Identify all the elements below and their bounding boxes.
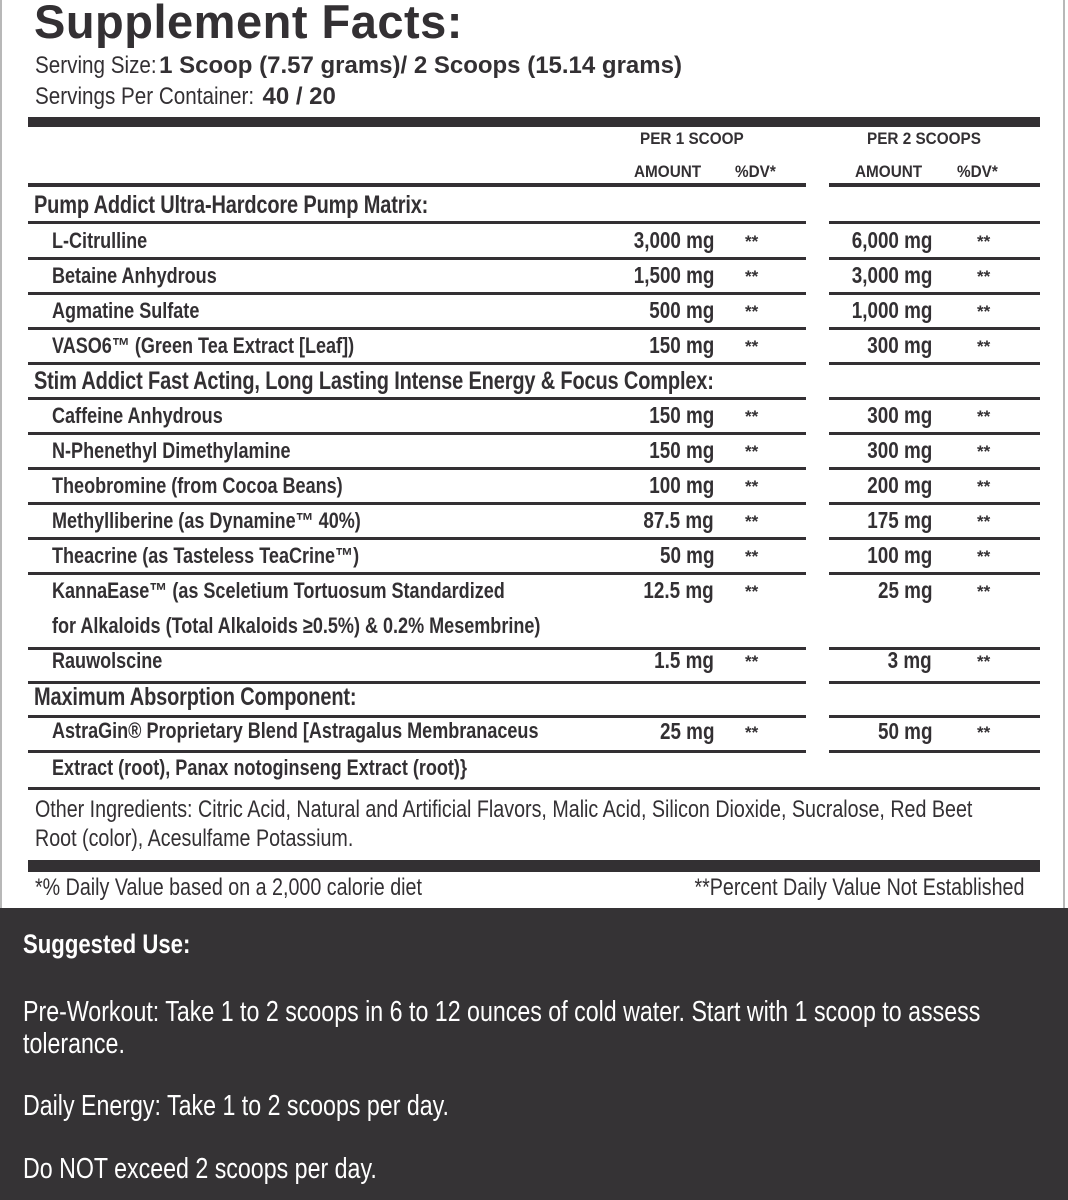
dv-per2: ** (977, 652, 991, 671)
serving-size-value: 1 Scoop (7.57 grams)/ 2 Scoops (15.14 grams) (159, 52, 682, 79)
bottom-thick-bar (28, 860, 1040, 872)
row-rule (28, 502, 806, 505)
section-heading: Pump Addict Ultra-Hardcore Pump Matrix: (34, 191, 429, 219)
per2-dv-header: %DV* (957, 162, 998, 181)
amount-per2: 50 mg (877, 718, 932, 744)
amount-per1: 150 mg (649, 332, 714, 358)
ingredient-name: VASO6™ (Green Tea Extract [Leaf]) (52, 333, 355, 358)
dv-per2: ** (977, 267, 991, 286)
row-rule (829, 362, 1040, 365)
ingredient-name: Betaine Anhydrous (52, 263, 217, 288)
servings-per-container-value: 40 / 20 (262, 83, 336, 110)
suggested-use-title: Suggested Use: (23, 929, 191, 959)
dv-per2: ** (977, 723, 991, 742)
amount-per2: 1,000 mg (851, 297, 932, 323)
suggested-use-warning: Do NOT exceed 2 scoops per day. (23, 1153, 377, 1185)
dv-per2: ** (977, 582, 991, 601)
row-rule (829, 327, 1040, 330)
per1-dv-header: %DV* (735, 162, 776, 181)
amount-per2: 25 mg (877, 577, 932, 603)
dv-per1: ** (745, 232, 759, 251)
ingredient-name-line2: Extract (root), Panax notoginseng Extract (root)} (52, 755, 467, 780)
row-rule (28, 397, 806, 400)
row-rule (28, 257, 806, 260)
dv-per2: ** (977, 477, 991, 496)
row-rule (829, 432, 1040, 435)
row-rule (829, 221, 1040, 224)
header-rule-left (28, 183, 806, 187)
row-rule (829, 715, 1040, 718)
row-rule (28, 572, 806, 575)
ingredient-name: L-Citrulline (52, 228, 148, 253)
dv-per1: ** (745, 407, 759, 426)
servings-per-container (35, 83, 336, 111)
servings-per-container-label: Servings Per Container: (35, 83, 255, 110)
ingredient-name: Theacrine (as Tasteless TeaCrine™) (52, 543, 360, 568)
ingredient-name: KannaEase™ (as Sceletium Tortuosum Standardized (52, 578, 505, 603)
amount-per1: 100 mg (649, 472, 714, 498)
table-bottom-rule (28, 787, 1040, 790)
ingredient-name: Theobromine (from Cocoa Beans) (52, 473, 343, 498)
serving-size (35, 52, 682, 80)
amount-per1: 150 mg (649, 402, 714, 428)
serving-size-label: Serving Size: (35, 52, 157, 79)
amount-per1: 50 mg (659, 542, 714, 568)
footnote-not-established: **Percent Daily Value Not Established (694, 874, 1024, 901)
amount-per2: 100 mg (867, 542, 932, 568)
dv-per2: ** (977, 232, 991, 251)
row-rule (28, 292, 806, 295)
row-rule (28, 750, 806, 753)
dv-per2: ** (977, 442, 991, 461)
amount-per2: 6,000 mg (851, 227, 932, 253)
amount-per2: 3,000 mg (851, 262, 932, 288)
row-rule (28, 537, 806, 540)
row-rule (28, 327, 806, 330)
section-heading: Maximum Absorption Component: (34, 683, 357, 711)
label-border-left (0, 0, 2, 908)
row-rule (829, 502, 1040, 505)
row-rule (28, 467, 806, 470)
dv-per2: ** (977, 512, 991, 531)
suggested-use-daily-energy: Daily Energy: Take 1 to 2 scoops per day. (23, 1090, 449, 1122)
row-rule (829, 572, 1040, 575)
dv-per1: ** (745, 267, 759, 286)
top-thick-bar (28, 117, 1040, 127)
row-rule (829, 467, 1040, 470)
amount-per1: 150 mg (649, 437, 714, 463)
amount-per2: 300 mg (867, 332, 932, 358)
dv-per1: ** (745, 582, 759, 601)
row-rule (829, 750, 1040, 753)
per1-header: PER 1 SCOOP (640, 129, 744, 148)
amount-per2: 175 mg (867, 507, 932, 533)
dv-per1: ** (745, 512, 759, 531)
amount-per2: 300 mg (867, 437, 932, 463)
row-rule (829, 397, 1040, 400)
row-rule (829, 257, 1040, 260)
dv-per1: ** (745, 652, 759, 671)
page-title: Supplement Facts: (34, 0, 463, 48)
per2-header: PER 2 SCOOPS (867, 129, 981, 148)
dv-per1: ** (745, 442, 759, 461)
amount-per2: 200 mg (867, 472, 932, 498)
dv-per1: ** (745, 723, 759, 742)
ingredient-name: Methylliberine (as Dynamine™ 40%) (52, 508, 361, 533)
amount-per1: 1.5 mg (654, 647, 714, 673)
amount-per1: 12.5 mg (643, 577, 714, 603)
suggested-use-pre-workout: Pre-Workout: Take 1 to 2 scoops in 6 to 12 ounces of cold water. Start with 1 scoop to assess tolerance. (23, 996, 981, 1060)
row-rule (28, 221, 806, 224)
row-rule (28, 362, 806, 365)
amount-per2: 3 mg (887, 647, 932, 673)
row-rule (829, 292, 1040, 295)
amount-per1: 1,500 mg (633, 262, 714, 288)
row-rule (28, 432, 806, 435)
ingredient-name: Agmatine Sulfate (52, 298, 200, 323)
label-border-right (1063, 0, 1065, 908)
row-rule (829, 681, 1040, 684)
dv-per1: ** (745, 337, 759, 356)
amount-per1: 87.5 mg (643, 507, 714, 533)
section-heading: Stim Addict Fast Acting, Long Lasting Intense Energy & Focus Complex: (34, 367, 714, 395)
dv-per1: ** (745, 547, 759, 566)
dv-per2: ** (977, 302, 991, 321)
row-rule (829, 537, 1040, 540)
ingredient-name: AstraGin® Proprietary Blend [Astragalus Membranaceus (52, 718, 539, 743)
ingredient-name: Rauwolscine (52, 648, 163, 673)
per1-amount-header: AMOUNT (634, 162, 702, 181)
dv-per1: ** (745, 477, 759, 496)
ingredient-name: N-Phenethyl Dimethylamine (52, 438, 291, 463)
dv-per2: ** (977, 337, 991, 356)
header-rule-right (829, 183, 1040, 187)
per2-amount-header: AMOUNT (855, 162, 923, 181)
ingredient-name-line2: for Alkaloids (Total Alkaloids ≥0.5%) & 0.2% Mesembrine) (52, 613, 541, 638)
dv-per1: ** (745, 302, 759, 321)
ingredient-name: Caffeine Anhydrous (52, 403, 223, 428)
footnote-daily-value: *% Daily Value based on a 2,000 calorie diet (35, 874, 422, 901)
row-rule (829, 647, 1040, 650)
dv-per2: ** (977, 407, 991, 426)
amount-per1: 25 mg (659, 718, 714, 744)
other-ingredients: Other Ingredients: Citric Acid, Natural and Artificial Flavors, Malic Acid, Silicon Dioxide, Sucralose, Red Beet Root (color), Acesulfame Potassium. (35, 796, 973, 852)
amount-per2: 300 mg (867, 402, 932, 428)
amount-per1: 500 mg (649, 297, 714, 323)
amount-per1: 3,000 mg (633, 227, 714, 253)
dv-per2: ** (977, 547, 991, 566)
